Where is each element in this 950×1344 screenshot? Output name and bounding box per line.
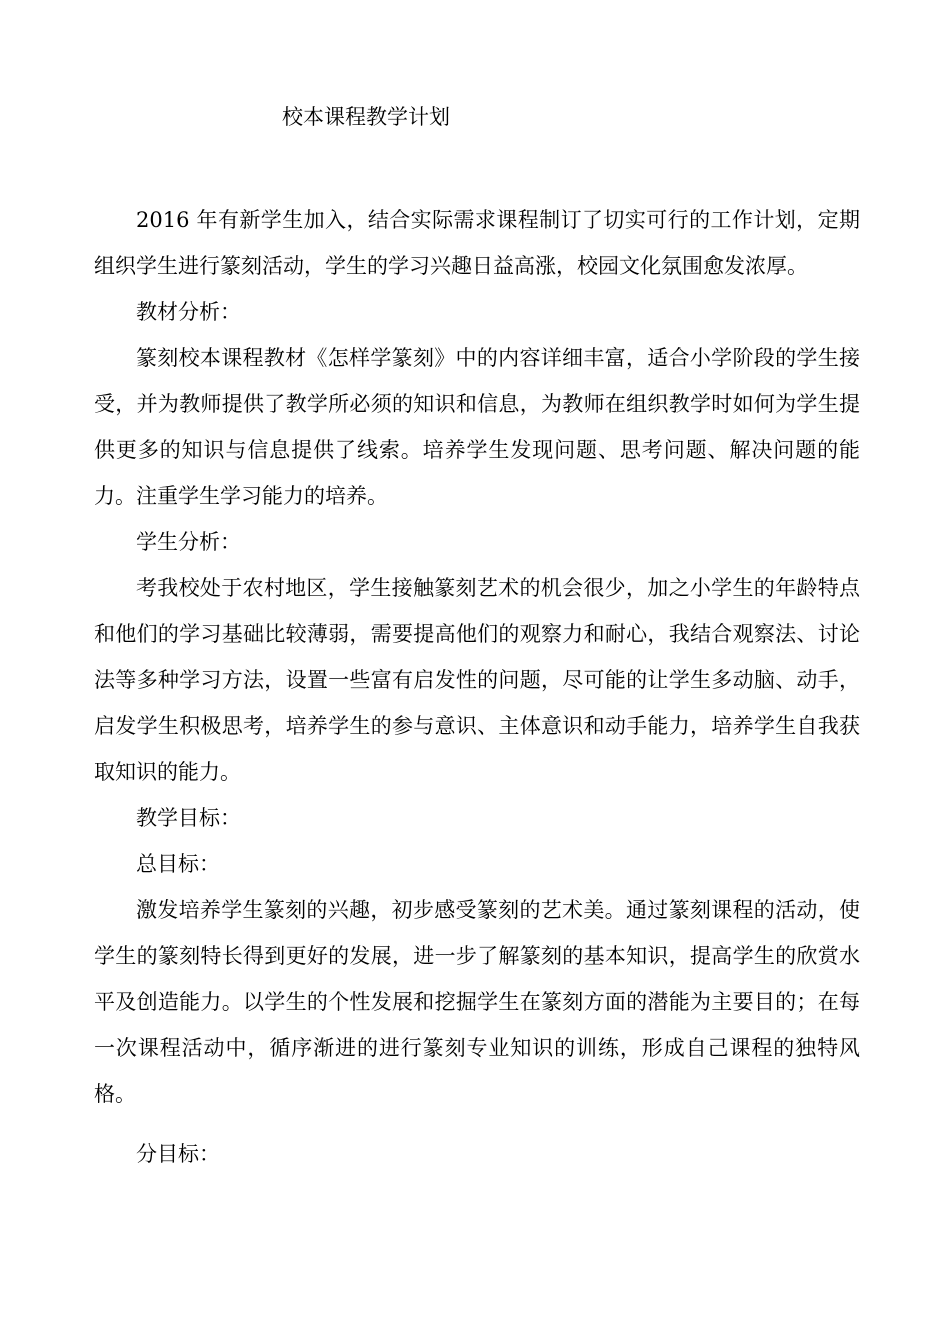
overall-goal-paragraph: 激发培养学生篆刻的兴趣，初步感受篆刻的艺术美。通过篆刻课程的活动，使学生的篆刻特长得到更好的发展，进一步了解篆刻的基本知识，提高学生的欣赏水平及创造能力。以学生的个性发展和挖掘学生在篆刻方面的潜能为主要目的；在每一次课程活动中，循序渐进的进行篆刻专业知识的训练，形成自己课程的独特风格。 <box>94 898 860 1106</box>
intro-paragraph: 2016 年有新学生加入，结合实际需求课程制订了切实可行的工作计划，定期组织学生进行篆刻活动，学生的学习兴趣日益高涨，校园文化氛围愈发浓厚。 <box>94 208 860 278</box>
teaching-goals-heading: 教学目标： <box>136 806 241 830</box>
sub-goal-heading: 分目标： <box>136 1142 220 1166</box>
document-title: 校本课程教学计划 <box>282 105 450 129</box>
textbook-analysis-paragraph: 篆刻校本课程教材《怎样学篆刻》中的内容详细丰富，适合小学阶段的学生接受，并为教师提供了教学所必须的知识和信息，为教师在组织教学时如何为学生提供更多的知识与信息提供了线索。培养学生发现问题、思考问题、解决问题的能力。注重学生学习能力的培养。 <box>94 346 860 508</box>
textbook-analysis-heading: 教材分析： <box>136 300 241 324</box>
overall-goal-heading: 总目标： <box>136 852 220 876</box>
student-analysis-heading: 学生分析： <box>136 530 241 554</box>
student-analysis-paragraph: 考我校处于农村地区，学生接触篆刻艺术的机会很少，加之小学生的年龄特点和他们的学习基础比较薄弱，需要提高他们的观察力和耐心，我结合观察法、讨论法等多种学习方法，设置一些富有启发性的问题，尽可能的让学生多动脑、动手，启发学生积极思考，培养学生的参与意识、主体意识和动手能力，培养学生自我获取知识的能力。 <box>94 576 860 784</box>
document-body <box>94 197 860 1177</box>
